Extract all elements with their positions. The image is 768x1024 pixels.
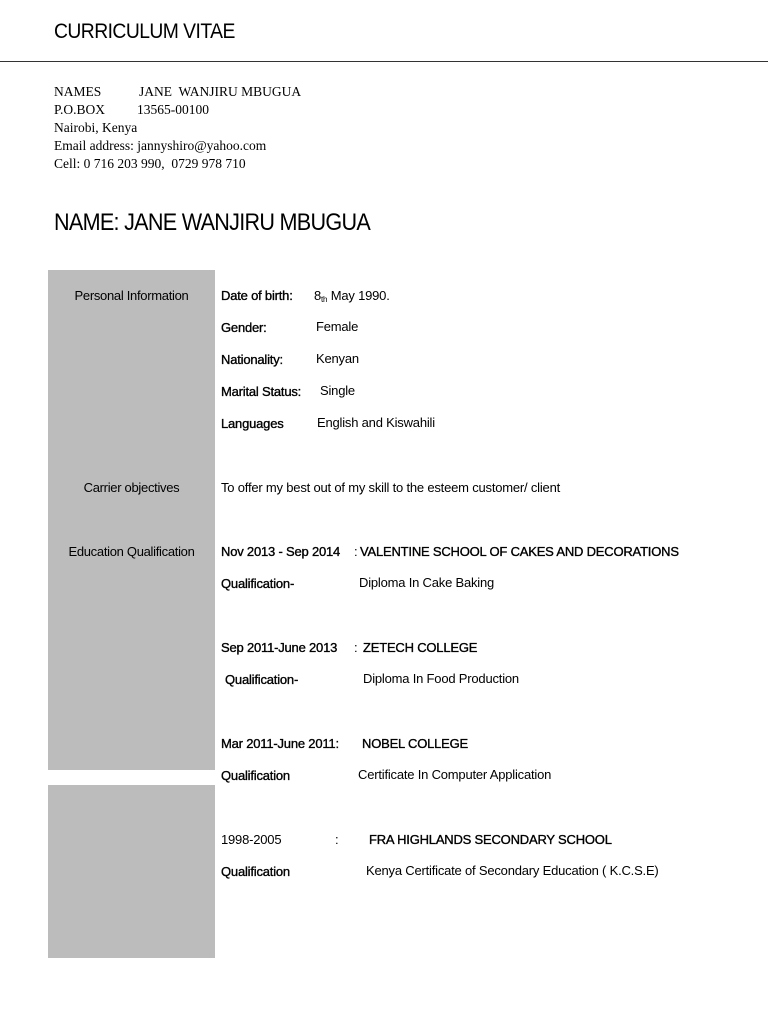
dob-value <box>314 288 390 304</box>
marital-label: Marital Status: <box>221 384 302 399</box>
edu-qualification-label: Qualification- <box>225 672 299 687</box>
edu-school: VALENTINE SCHOOL OF CAKES AND DECORATIONS <box>360 544 679 559</box>
edu-period: Sep 2011-June 2013 <box>221 640 338 655</box>
objectives-text: To offer my best out of my skill to the esteem customer/ client <box>221 480 561 495</box>
edu-school: FRA HIGHLANDS SECONDARY SCHOOL <box>369 832 612 847</box>
nationality-value: Kenyan <box>316 351 359 366</box>
edu-separator: : <box>354 640 358 655</box>
edu-qualification-value: Certificate In Computer Application <box>358 767 552 782</box>
edu-qualification-value: Diploma In Food Production <box>363 671 519 686</box>
edu-period: 1998-2005 <box>221 832 282 847</box>
sidebar-panel-top <box>48 270 215 770</box>
gender-value: Female <box>316 319 359 334</box>
edu-qualification-value: Diploma In Cake Baking <box>359 575 495 590</box>
sidebar-panel-bottom <box>48 785 215 958</box>
cell-row: Cell: 0 716 203 990, 0729 978 710 <box>54 156 246 171</box>
section-education-qualification: Education Qualification <box>68 544 195 559</box>
edu-school: NOBEL COLLEGE <box>362 736 469 751</box>
nationality-label: Nationality: <box>221 352 283 367</box>
edu-qualification-value: Kenya Certificate of Secondary Education ( K.C.S.E) <box>366 863 659 878</box>
gender-label: Gender: <box>221 320 267 335</box>
edu-qualification-label: Qualification- <box>221 576 295 591</box>
names-value: JANE WANJIRU MBUGUA <box>139 84 302 99</box>
edu-period: Nov 2013 - Sep 2014 <box>221 544 341 559</box>
section-carrier-objectives: Carrier objectives <box>83 480 180 495</box>
name-heading: NAME: JANE WANJIRU MBUGUA <box>54 209 371 236</box>
edu-separator: : <box>335 832 339 847</box>
pobox-value: 13565-00100 <box>137 102 209 117</box>
marital-value: Single <box>320 383 355 398</box>
pobox-row <box>54 101 301 119</box>
languages-label: Languages <box>221 416 284 431</box>
edu-qualification-label: Qualification <box>221 864 290 879</box>
email-row: Email address: jannyshiro@yahoo.com <box>54 138 267 153</box>
edu-school: ZETECH COLLEGE <box>363 640 478 655</box>
edu-separator: : <box>354 544 358 559</box>
pobox-label: P.O.BOX <box>54 102 106 117</box>
header-divider <box>0 61 768 62</box>
section-personal-information: Personal Information <box>74 288 189 303</box>
dob-day: 8 <box>314 288 322 303</box>
city-row: Nairobi, Kenya <box>54 120 138 135</box>
languages-value: English and Kiswahili <box>317 415 435 430</box>
contact-block <box>54 83 301 173</box>
dob-suffix: th <box>321 295 328 304</box>
edu-period: Mar 2011-June 2011: <box>221 736 339 751</box>
document-title: CURRICULUM VITAE <box>54 20 235 43</box>
edu-qualification-label: Qualification <box>221 768 290 783</box>
dob-label: Date of birth: <box>221 288 293 303</box>
names-label: NAMES <box>54 84 102 99</box>
names-row <box>54 83 301 101</box>
dob-rest: May 1990. <box>327 288 390 303</box>
